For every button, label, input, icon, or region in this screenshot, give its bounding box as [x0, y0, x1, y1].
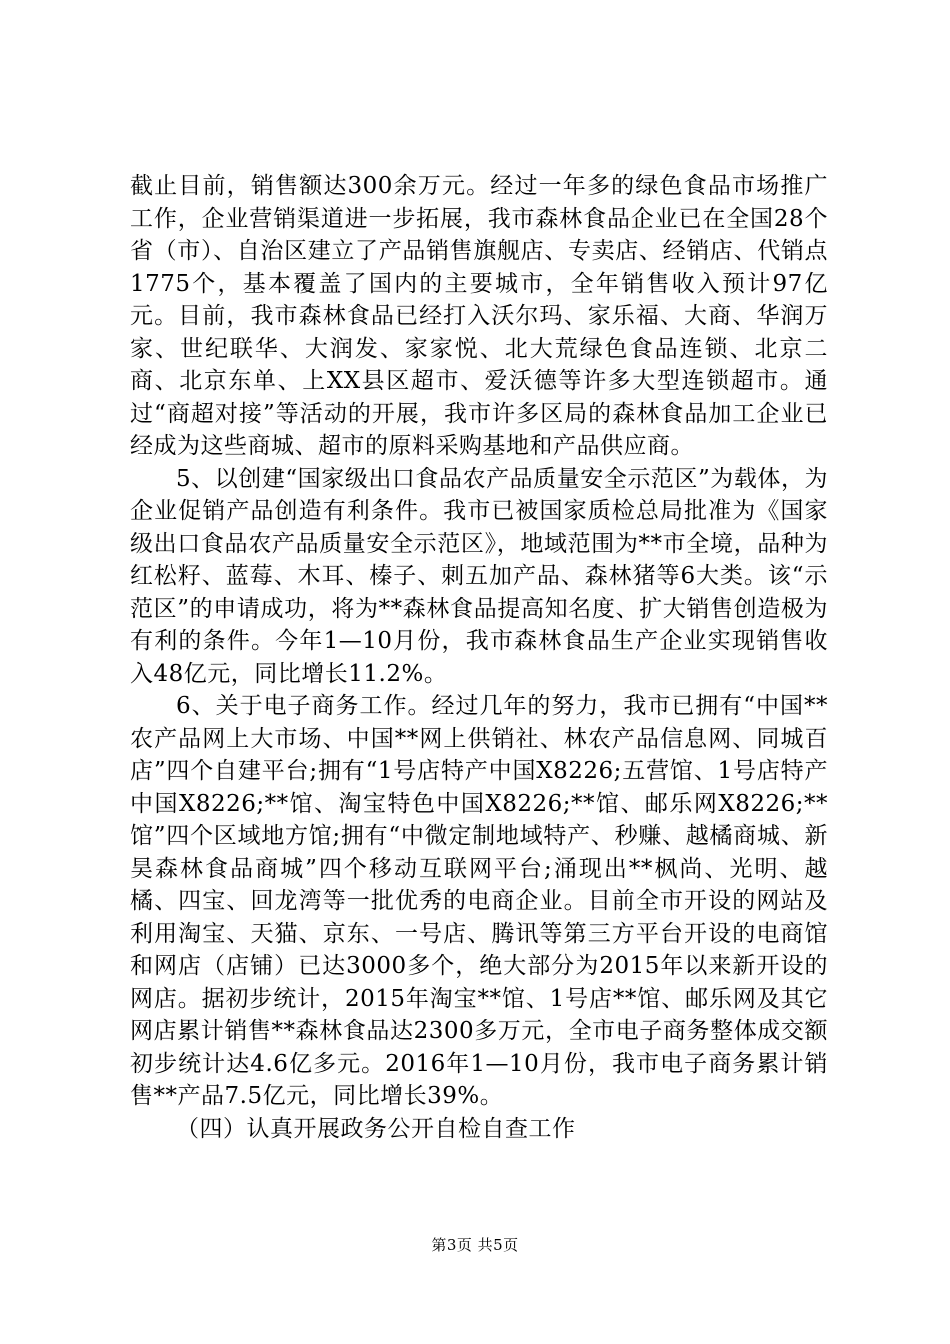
paragraph-sales-channels: 截止目前，销售额达300余万元。经过一年多的绿色食品市场推广工作，企业营销渠道进一步拓展，我市森林食品企业已在全国28个省（市）、自治区建立了产品销售旗舰店、专卖店、经销店、代销点1775个，基本覆盖了国内的主要城市，全年销售收入预计97亿元。目前，我市森林食品已经打入沃尔玛、家乐福、大商、华润万家、世纪联华、大润发、家家悦、北大荒绿色食品连锁、北京二商、北京东单、上XX县区超市、爱沃德等许多大型连锁超市。通过“商超对接”等活动的开展，我市许多区局的森林食品加工企业已经成为这些商城、超市的原料采购基地和产品供应商。: [130, 173, 828, 459]
document-body: [130, 170, 828, 1145]
section-heading-self-inspection: （四）认真开展政务公开自检自查工作: [176, 1115, 576, 1142]
paragraph-ecommerce: 6、关于电子商务工作。经过几年的努力，我市已拥有“中国**农产品网上大市场、中国**网上供销社、林农产品信息网、同城百店”四个自建平台;拥有“1号店特产中国X8226;五营馆、1号店特产中国X8226;**馆、淘宝特色中国X8226;**馆、邮乐网X8226;**馆”四个区域地方馆;拥有“中微定制地域特产、秒赚、越橘商城、新昊森林食品商城”四个移动互联网平台;涌现出**枫尚、光明、越橘、四宝、回龙湾等一批优秀的电商企业。目前全市开设的网站及利用淘宝、天猫、京东、一号店、腾讯等第三方平台开设的电商馆和网店（店铺）已达3000多个，绝大部分为2015年以来新开设的网店。据初步统计，2015年淘宝**馆、1号店**馆、邮乐网及其它网店累计销售**森林食品达2300多万元，全市电子商务整体成交额初步统计达4.6亿多元。2016年1—10月份，我市电子商务累计销售**产品7.5亿元，同比增长39%。: [130, 693, 828, 1109]
paragraph-export-demo-zone: 5、以创建“国家级出口食品农产品质量安全示范区”为载体，为企业促销产品创造有利条件。我市已被国家质检总局批准为《国家级出口食品农产品质量安全示范区》，地域范围为**市全境，品种为红松籽、蓝莓、木耳、榛子、刺五加产品、森林猪等6大类。该“示范区”的申请成功，将为**森林食品提高知名度、扩大销售创造极为有利的条件。今年1—10月份，我市森林食品生产企业实现销售收入48亿元，同比增长11.2%。: [130, 465, 828, 687]
page-number-footer: 第3页 共5页: [431, 1236, 519, 1254]
